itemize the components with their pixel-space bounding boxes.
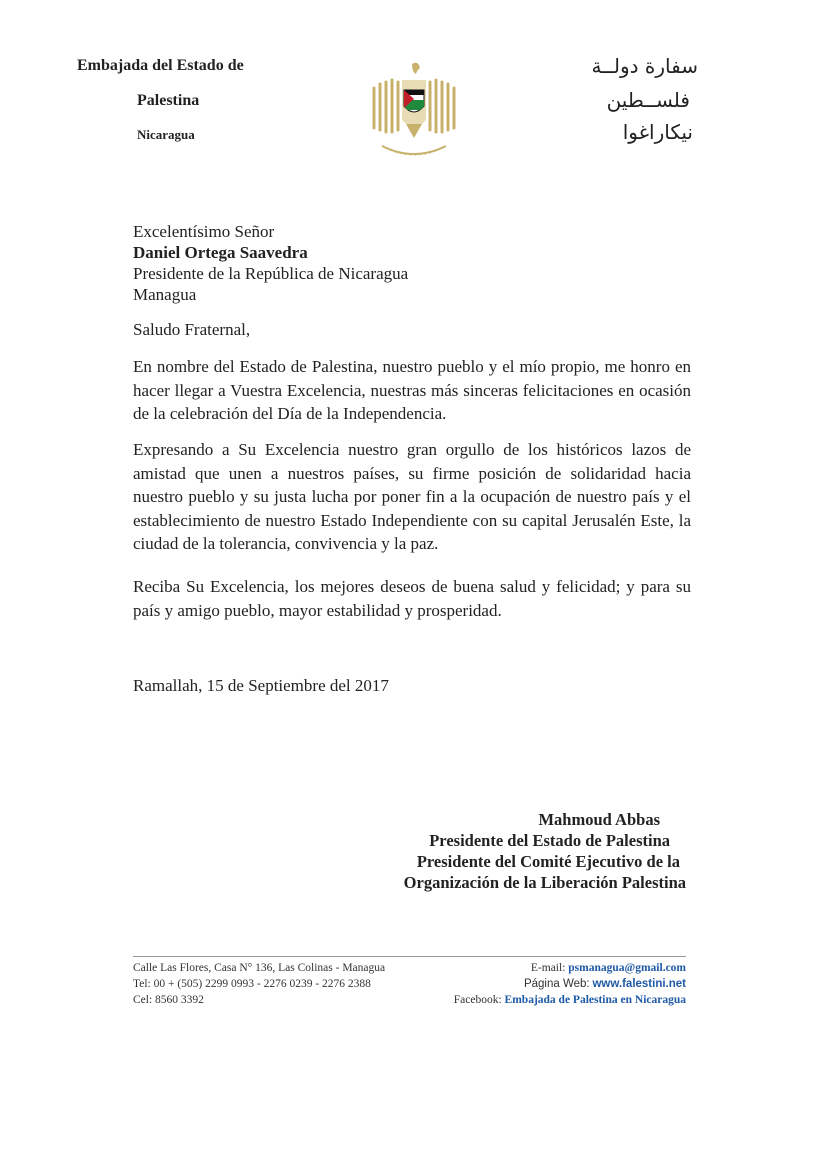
recipient-city: Managua [133, 285, 197, 304]
footer-contact-left [133, 960, 385, 1008]
header-arabic-line2: فلســطين [606, 88, 690, 112]
salutation: Saludo Fraternal, [133, 320, 251, 339]
footer-web-label: Página Web: [523, 978, 590, 990]
footer-contact-right [380, 960, 686, 1008]
footer-tel: Tel: 00 + (505) 2299 0993 - 2276 0239 - 2276 2388 [133, 978, 371, 990]
footer-facebook-link[interactable]: Embajada de Palestina en Nicaragua [504, 994, 686, 1006]
signature-name: Mahmoud Abbas [538, 810, 660, 829]
body-paragraph-3: Reciba Su Excelencia, los mejores deseos de buena salud y felicidad; y para su país y amigo pueblo, mayor estabilidad y prosperidad. [133, 577, 691, 620]
header-embassy-line2: Palestina [137, 92, 200, 109]
recipient-block [133, 221, 408, 305]
footer-facebook-line [380, 992, 686, 1008]
footer-cel: Cel: 8560 3392 [133, 994, 204, 1006]
footer-email-label: E-mail: [530, 962, 566, 974]
footer-web-link[interactable]: www.falestini.net [592, 978, 686, 990]
footer-facebook-label: Facebook: [453, 994, 502, 1006]
footer-divider [133, 956, 686, 957]
signature-title-1: Presidente del Estado de Palestina [429, 831, 670, 850]
footer-web-line [380, 976, 686, 992]
header-embassy-line3: Nicaragua [137, 127, 195, 142]
footer-email-link[interactable]: psmanagua@gmail.com [568, 962, 686, 974]
header-embassy-line1: Embajada del Estado de [77, 57, 244, 74]
recipient-name: Daniel Ortega Saavedra [133, 243, 308, 262]
signature-title-3: Organización de la Liberación Palestina [403, 873, 686, 892]
dateline: Ramallah, 15 de Septiembre del 2017 [133, 676, 389, 695]
footer-address: Calle Las Flores, Casa N° 136, Las Colinas - Managua [133, 962, 386, 974]
body-paragraph-2: Expresando a Su Excelencia nuestro gran orgullo de los históricos lazos de amistad que unen a nuestros países, su firme posición de solidaridad hacia nuestro pueblo y su justa lucha por poner fin a la ocupación de nuestro país y el establecimiento de nuestro Estado Independiente con su capital Jerusalén Este, la ciudad de la tolerancia, convivencia y la paz. [133, 440, 691, 553]
signature-title-2: Presidente del Comité Ejecutivo de la [416, 852, 680, 871]
signature-block [360, 809, 686, 893]
palestine-eagle-emblem-icon [368, 58, 460, 166]
recipient-title: Presidente de la República de Nicaragua [133, 264, 409, 283]
footer-email-line [380, 960, 686, 976]
recipient-honorific: Excelentísimo Señor [133, 222, 275, 241]
header-arabic-line3: نيكاراغوا [622, 120, 693, 144]
body-paragraph-1: En nombre del Estado de Palestina, nuestro pueblo y el mío propio, me honro en hacer llegar a Vuestra Excelencia, nuestras más sinceras felicitaciones en ocasión de la celebración del Día de la Independencia. [133, 357, 691, 423]
header-arabic-line1: سفارة دولــة [591, 54, 698, 78]
